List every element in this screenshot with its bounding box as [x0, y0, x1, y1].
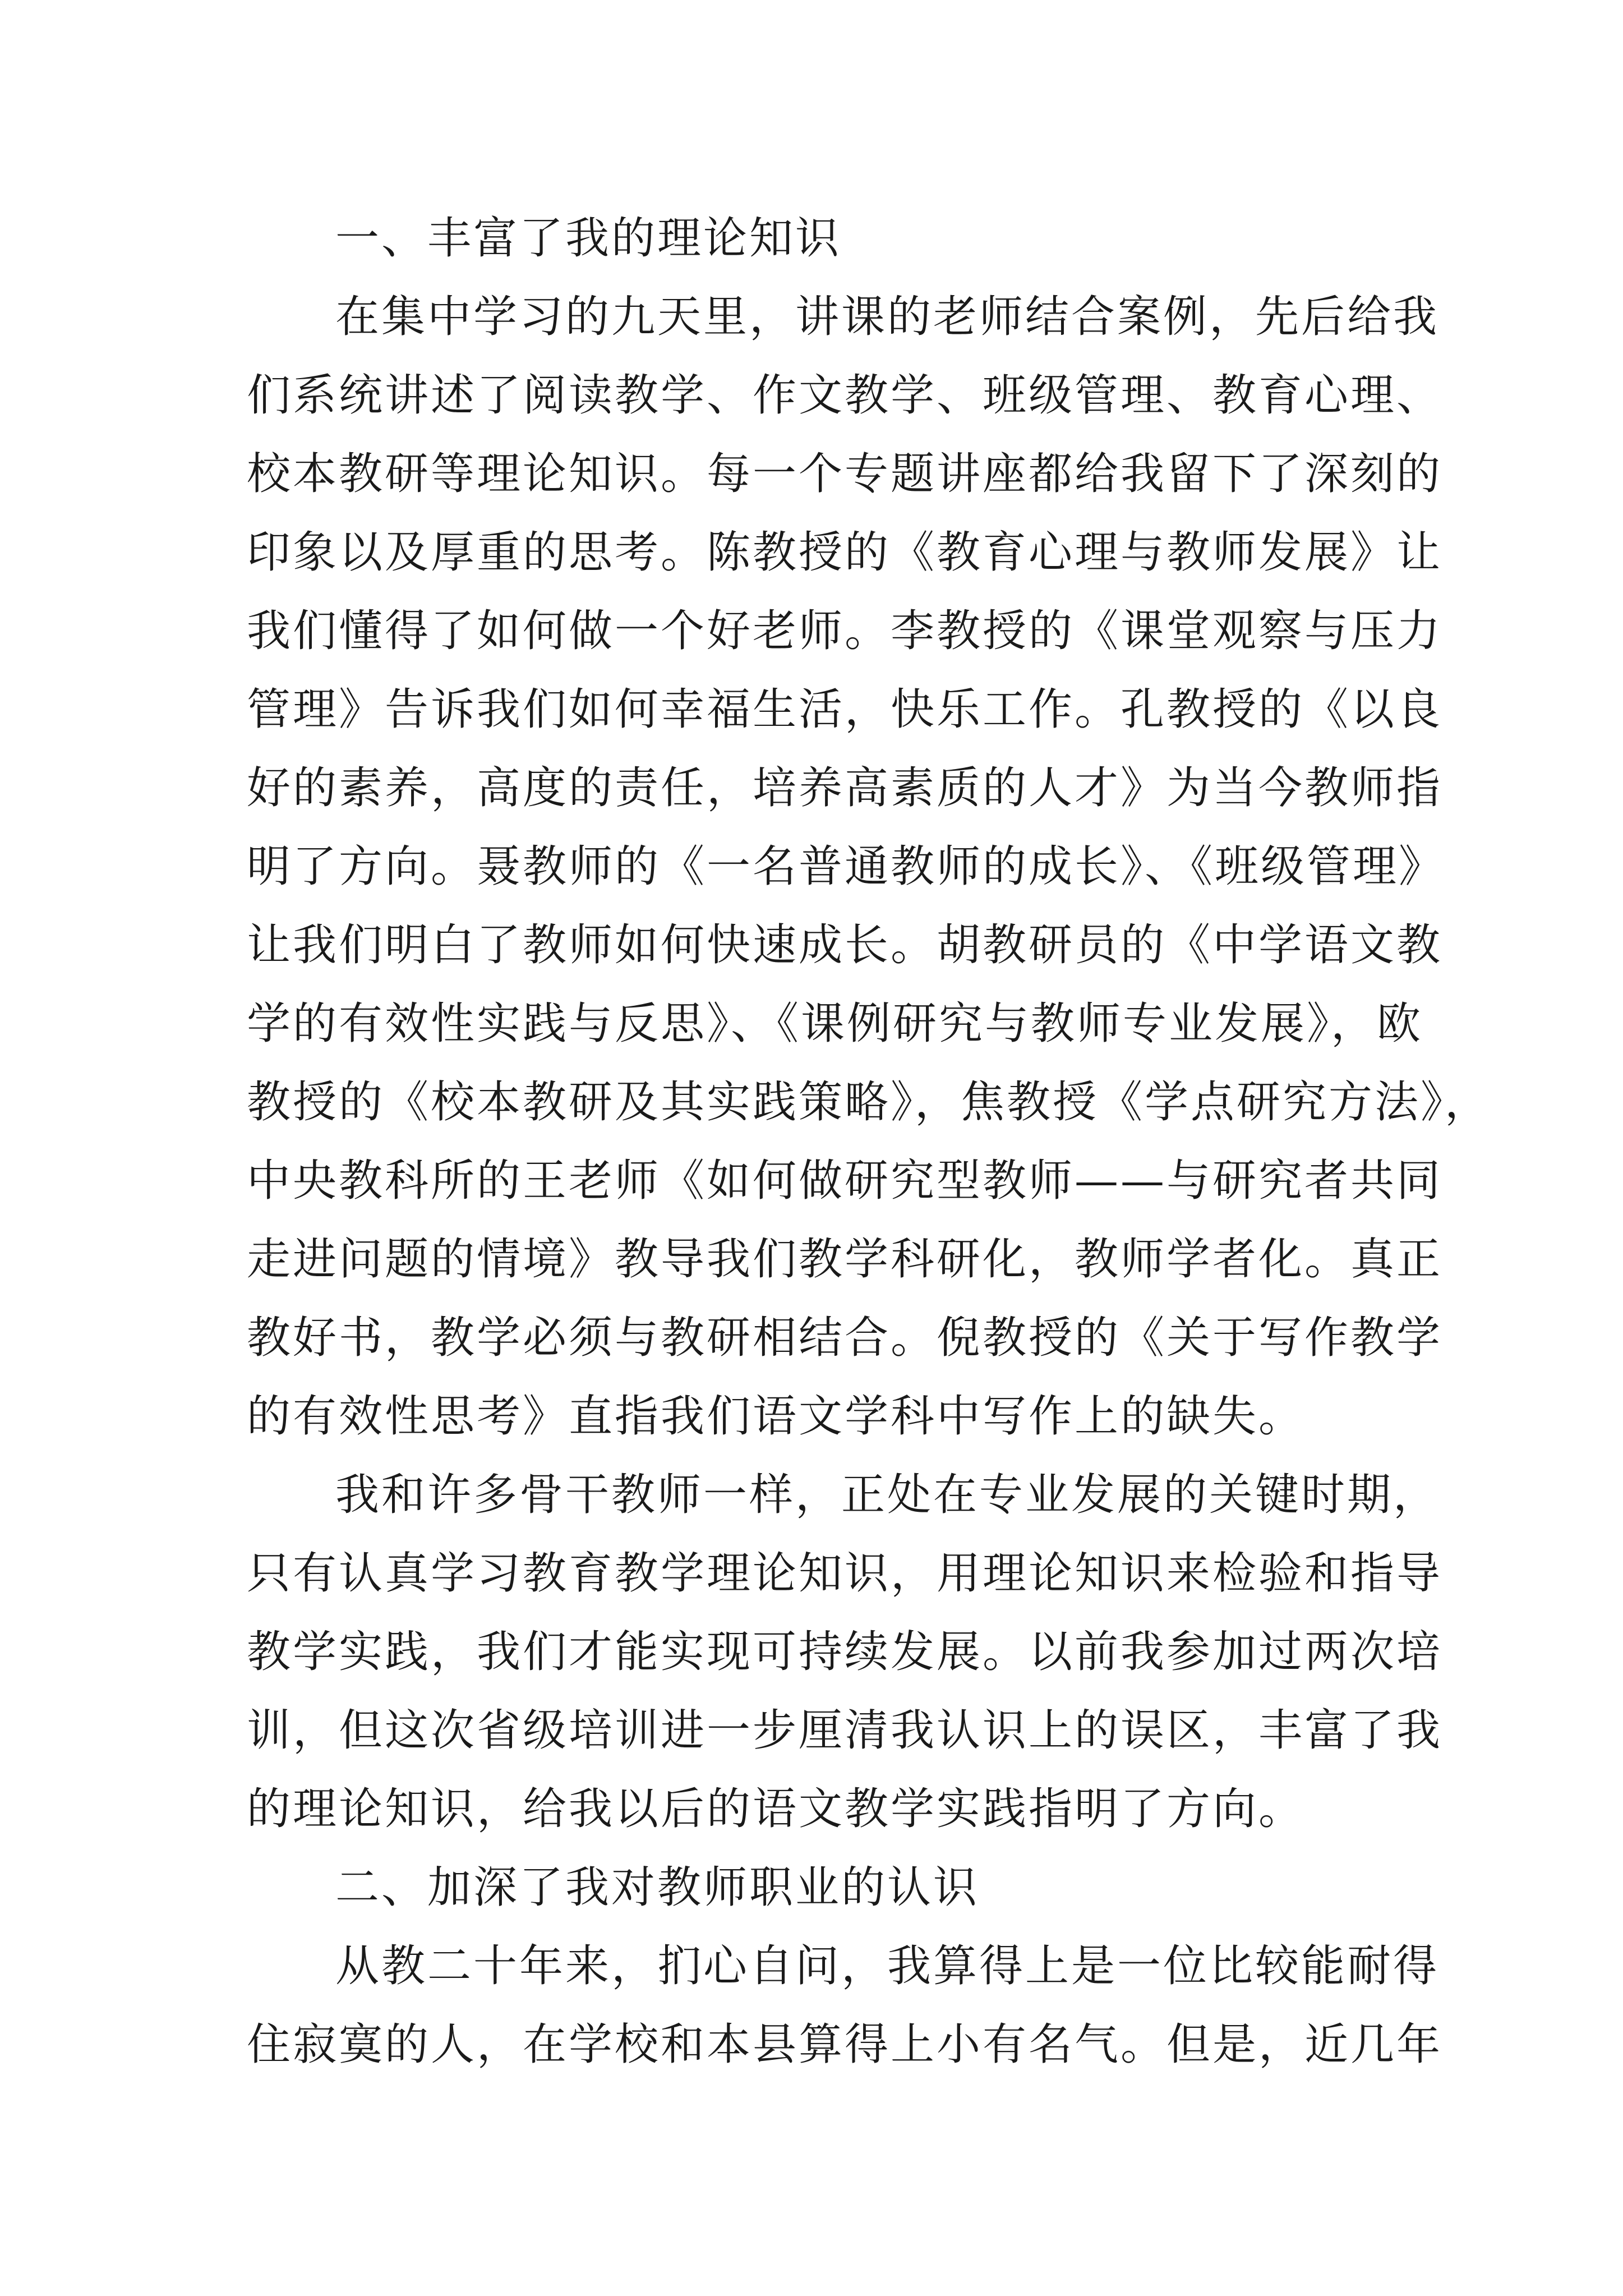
paragraph-3-line-1: 从教二十年来，扪心自问，我算得上是一位比较能耐得 [335, 1941, 1440, 1991]
paragraph-2-line-5: 的理论知识，给我以后的语文教学实践指明了方向。 [247, 1784, 1305, 1834]
paragraph-1-line-1: 在集中学习的九天里，讲课的老师结合案例，先后给我 [335, 292, 1440, 342]
paragraph-3-line-2: 住寂寞的人，在学校和本县算得上小有名气。但是，近几年 [247, 2019, 1443, 2070]
paragraph-1-line-7: 好的素养，高度的责任，培养高素质的人才》为当今教师指 [247, 763, 1443, 813]
paragraph-2-line-2: 只有认真学习教育教学理论知识，用理论知识来检验和指导 [247, 1548, 1443, 1599]
paragraph-1-line-3: 校本教研等理论知识。每一个专题讲座都给我留下了深刻的 [247, 449, 1443, 499]
paragraph-1-line-4: 印象以及厚重的思考。陈教授的《教育心理与教师发展》让 [247, 527, 1443, 578]
paragraph-2-line-4: 训，但这次省级培训进一步厘清我认识上的误区，丰富了我 [247, 1705, 1443, 1756]
paragraph-1-line-13: 走进问题的情境》教导我们教学科研化，教师学者化。真正 [247, 1234, 1443, 1285]
paragraph-1-line-14: 教好书，教学必须与教研相结合。倪教授的《关于写作教学 [247, 1313, 1443, 1363]
paragraph-1-line-5: 我们懂得了如何做一个好老师。李教授的《课堂观察与压力 [247, 606, 1443, 656]
paragraph-1-line-11: 教授的《校本教研及其实践策略》，焦教授《学点研究方法》， [247, 1077, 1491, 1128]
paragraph-1-line-2: 们系统讲述了阅读教学、作文教学、班级管理、教育心理、 [247, 370, 1443, 421]
paragraph-1-line-12: 中央教科所的王老师《如何做研究型教师——与研究者共同 [247, 1156, 1443, 1206]
paragraph-1-line-10: 学的有效性实践与反思》、《课例研究与教师专业发展》，欧 [247, 999, 1423, 1049]
paragraph-2-line-1: 我和许多骨干教师一样，正处在专业发展的关键时期， [335, 1470, 1440, 1520]
section-heading-1: 一、丰富了我的理论知识 [335, 213, 842, 264]
paragraph-1-line-9: 让我们明白了教师如何快速成长。胡教研员的《中学语文教 [247, 920, 1443, 970]
paragraph-1-line-6: 管理》告诉我们如何幸福生活，快乐工作。孔教授的《以良 [247, 684, 1443, 735]
paragraph-2-line-3: 教学实践，我们才能实现可持续发展。以前我参加过两次培 [247, 1627, 1443, 1677]
section-heading-2: 二、加深了我对教师职业的认识 [335, 1862, 980, 1913]
paragraph-1-line-15: 的有效性思考》直指我们语文学科中写作上的缺失。 [247, 1391, 1305, 1442]
paragraph-1-line-8: 明了方向。聂教师的《一名普通教师的成长》、《班级管理》 [247, 841, 1445, 892]
